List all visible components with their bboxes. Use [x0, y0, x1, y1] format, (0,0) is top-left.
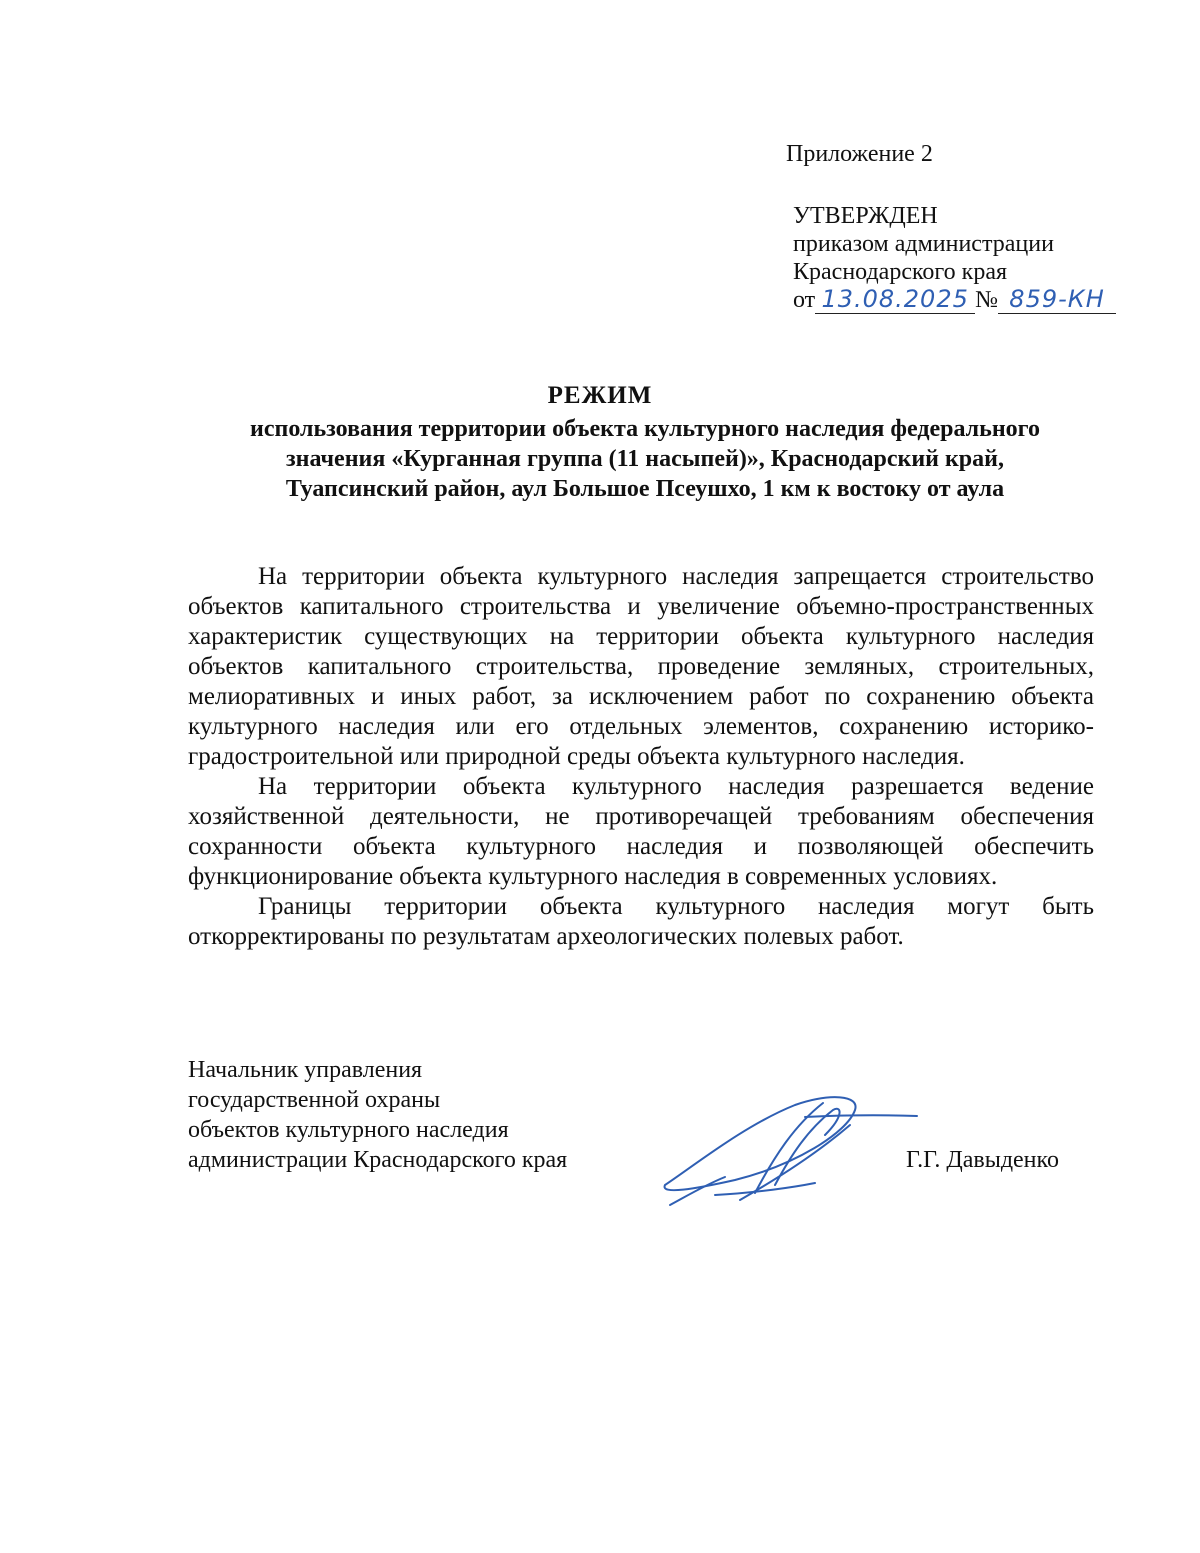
approval-block: [793, 202, 1153, 314]
approved-by-line-2: Краснодарского края: [793, 259, 1008, 285]
number-field: [998, 286, 1116, 314]
order-date-number-line: [793, 286, 1153, 314]
date-field: [815, 286, 975, 314]
appendix-label: Приложение 2: [786, 141, 933, 167]
handwritten-signature: [655, 1085, 925, 1215]
position-line-3: объектов культурного наследия: [188, 1117, 509, 1143]
subtitle-line-2: значения «Курганная группа (11 насыпей)», Краснодарский край,: [286, 446, 1004, 472]
position-line-4: администрации Краснодарского края: [188, 1147, 568, 1173]
title-main: РЕЖИМ: [547, 382, 653, 409]
position-line-1: Начальник управления: [188, 1057, 423, 1083]
handwritten-date: 13.08.2025: [821, 285, 969, 313]
subtitle-line-3: Туапсинский район, аул Большое Псеушхо, 1 км к востоку от аула: [285, 476, 1005, 502]
date-prefix: от: [793, 287, 816, 313]
handwritten-number: 859-КН: [1009, 285, 1105, 313]
body-paragraph: На территории объекта культурного наследия запрещается строительство объектов капитального строительства и увеличение объемно-пространственных характеристик существующих на территории объекта культурного наследия объектов капитального строительства, проведение земляных, строительных, мелиоративных и иных работ, за исключением работ по сохранению объекта культурного наследия или его отдельных элементов, сохранению историко-градостроительной или природной среды объекта культурного наследия.: [188, 563, 1094, 770]
approved-by-line-1: приказом администрации: [793, 231, 1054, 257]
document-body: [188, 562, 1094, 952]
approved-label: УТВЕРЖДЕН: [793, 203, 938, 229]
signatory-position: [188, 1055, 648, 1175]
position-line-2: государственной охраны: [188, 1087, 441, 1113]
signatory-name: Г.Г. Давыденко: [906, 1147, 1059, 1173]
document-title: [180, 382, 1020, 410]
document-subtitle: [150, 414, 1140, 504]
body-paragraph: На территории объекта культурного наследия разрешается ведение хозяйственной деятельности, не противоречащей требованиям обеспечения сохранности объекта культурного наследия и позволяющей обеспечить функционирование объекта культурного наследия в современных условиях.: [188, 773, 1094, 890]
body-paragraph: Границы территории объекта культурного наследия могут быть откорректированы по результатам археологических полевых работ.: [188, 893, 1094, 950]
subtitle-line-1: использования территории объекта культурного наследия федерального: [250, 416, 1040, 442]
number-prefix: №: [975, 287, 999, 313]
